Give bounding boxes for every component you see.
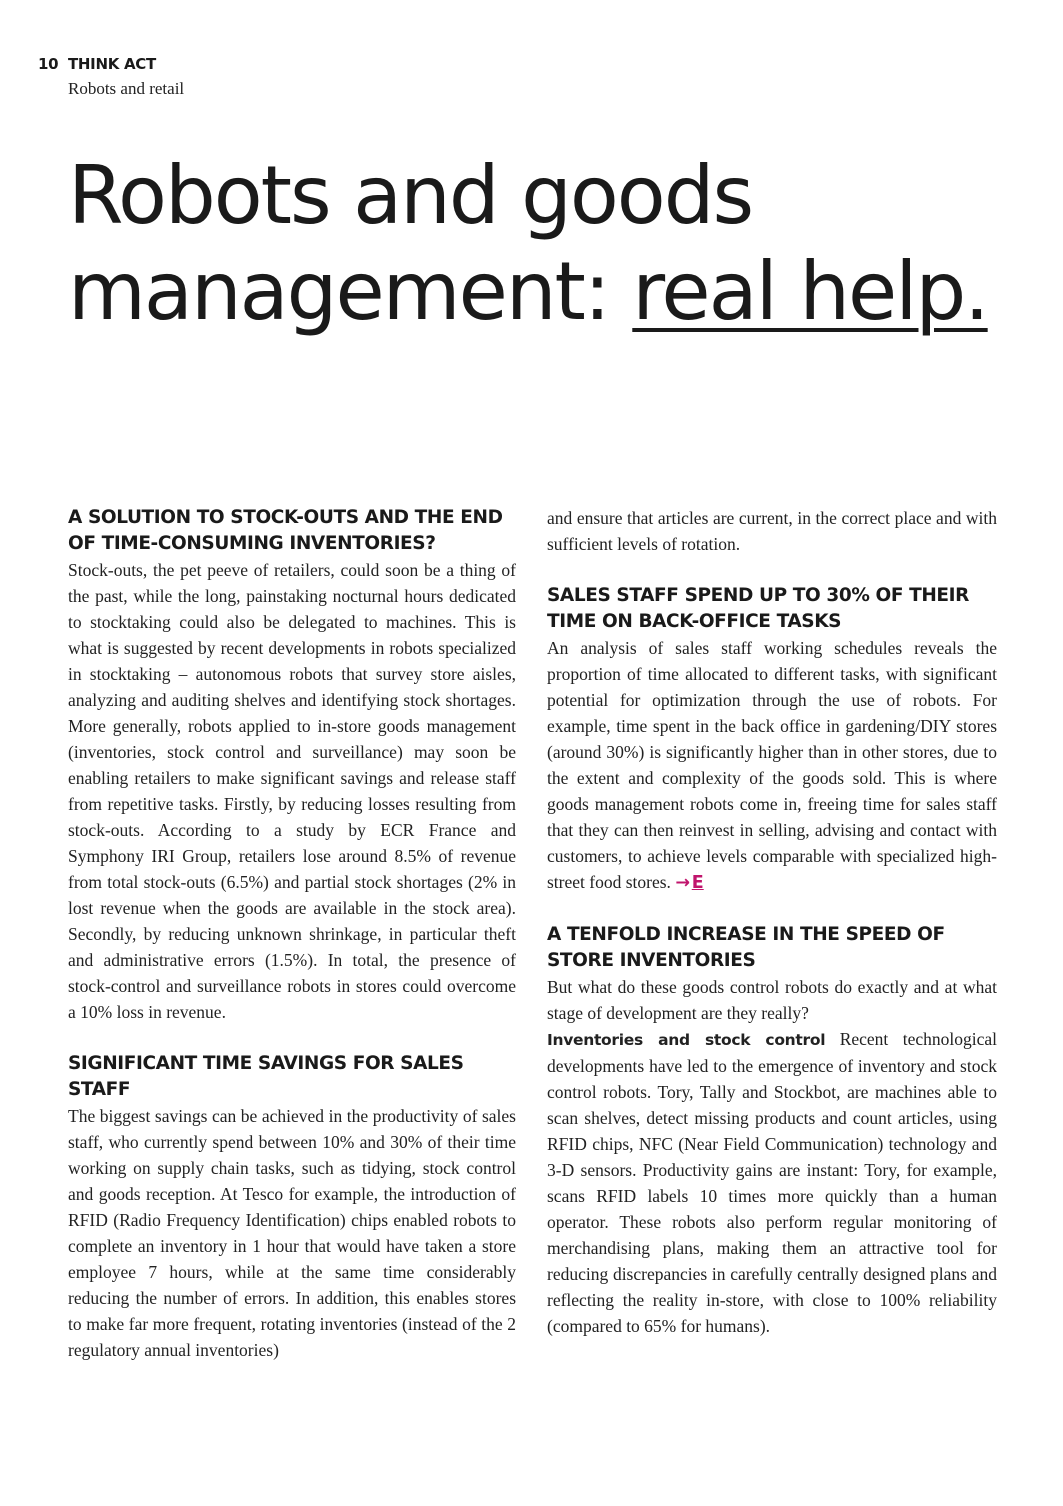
section-heading-back-office: SALES STAFF SPEND UP TO 30% OF THEIR TIME ON BACK-OFFICE TASKS: [547, 585, 969, 632]
headline-accent: real help.: [632, 245, 988, 338]
section-heading-inventory-speed: A TENFOLD INCREASE IN THE SPEED OF STORE INVENTORIES: [547, 924, 945, 971]
inventory-speed-text: Recent technological developments have led to the emergence of inventory and stock control robots. Tory, Tally and Stockbot, are machines able to scan shelves, detect missing products and count articles, using RFID chips, NFC (Near Field Communication) technology and 3-D sensors. Productivity gains are instant: Tory, for example, scans RFID labels 10 times more quickly than a human operator. These robots also perform regular monitoring of merchandising plans, making them an attractive tool for reducing discrepancies in carefully centrally designed plans and reflecting the reality in-store, with close to 100% reliability (compared to 65% for humans).: [547, 1029, 998, 1336]
runin-heading: Inventories and stock control: [547, 1031, 826, 1049]
publication-name: THINK ACT: [68, 55, 156, 73]
arrow-right-icon: →: [675, 873, 690, 893]
cross-reference-link[interactable]: [675, 873, 703, 893]
back-office-text: An analysis of sales staff working schedules reveals the proportion of time allocated to different tasks, with significant potential for optimization through the use of robots. For example, time spent in the back office in gardening/DIY stores (around 30%) is significantly higher than in other stores, due to the extent and complexity of the goods sold. This is where goods management robots come in, freeing time for sales staff that they can then reinvest in selling, advising and contact with customers, to achieve levels comparable with specialized high-street food stores.: [547, 638, 997, 892]
section-intro-inventory-speed: But what do these goods control robots do exactly and at what stage of development are they really?: [547, 977, 997, 1023]
section-body-time-savings-continued: and ensure that articles are current, in the correct place and with sufficient levels of rotation.: [547, 508, 997, 554]
section-body-stock-outs: Stock-outs, the pet peeve of retailers, could soon be a thing of the past, while the long, painstaking nocturnal hours dedicated to stocktaking could also be delegated to machines. This is what is suggested by recent developments in robots specialized in stocktaking – autonomous robots that survey store aisles, analyzing and auditing shelves and identifying stock shortages. More generally, robots applied to in-store goods management (inventories, stock control and surveillance) may soon be enabling retailers to make significant savings and release staff from repetitive tasks. Firstly, by reducing losses resulting from stock-outs. According to a study by ECR France and Symphony IRI Group, retailers lose around 8.5% of revenue from total stock-outs (6.5%) and partial stock shortages (2% in lost revenue when the goods are available in the stock area). Secondly, by reducing unknown shrinkage, in particular theft and administrative errors (1.5%). In total, the presence of stock-control and surveillance robots in stores could overcome a 10% loss in revenue.: [68, 560, 516, 1022]
left-column: [68, 505, 516, 1363]
section-body-time-savings: The biggest savings can be achieved in the productivity of sales staff, who currently spend between 10% and 30% of their time working on supply chain tasks, such as tidying, stock control and goods reception. At Tesco for example, the introduction of RFID (Radio Frequency Identification) chips enabled robots to complete an inventory in 1 hour that would have taken a store employee 7 hours, while at the same time considerably reducing the number of errors. In addition, this enables stores to make far more frequent, rotating inventories (instead of the 2 regulatory annual inventories): [68, 1106, 516, 1360]
running-head: [38, 55, 184, 99]
headline-line-2: management:: [68, 245, 633, 338]
section-body-back-office: [547, 635, 997, 896]
headline-line-1: Robots and goods: [68, 149, 753, 242]
running-head-subtitle: Robots and retail: [68, 79, 185, 98]
section-heading-stock-outs: A SOLUTION TO STOCK-OUTS AND THE END OF TIME-CONSUMING INVENTORIES?: [68, 507, 503, 554]
section-heading-time-savings: SIGNIFICANT TIME SAVINGS FOR SALES STAFF: [68, 1053, 464, 1100]
section-body-inventory-speed: [547, 1026, 997, 1339]
right-column: [547, 505, 997, 1339]
article-headline: [68, 148, 1028, 340]
page-number: 10: [38, 55, 59, 73]
cross-reference-letter: E: [691, 873, 704, 893]
running-head-line: [38, 55, 184, 73]
